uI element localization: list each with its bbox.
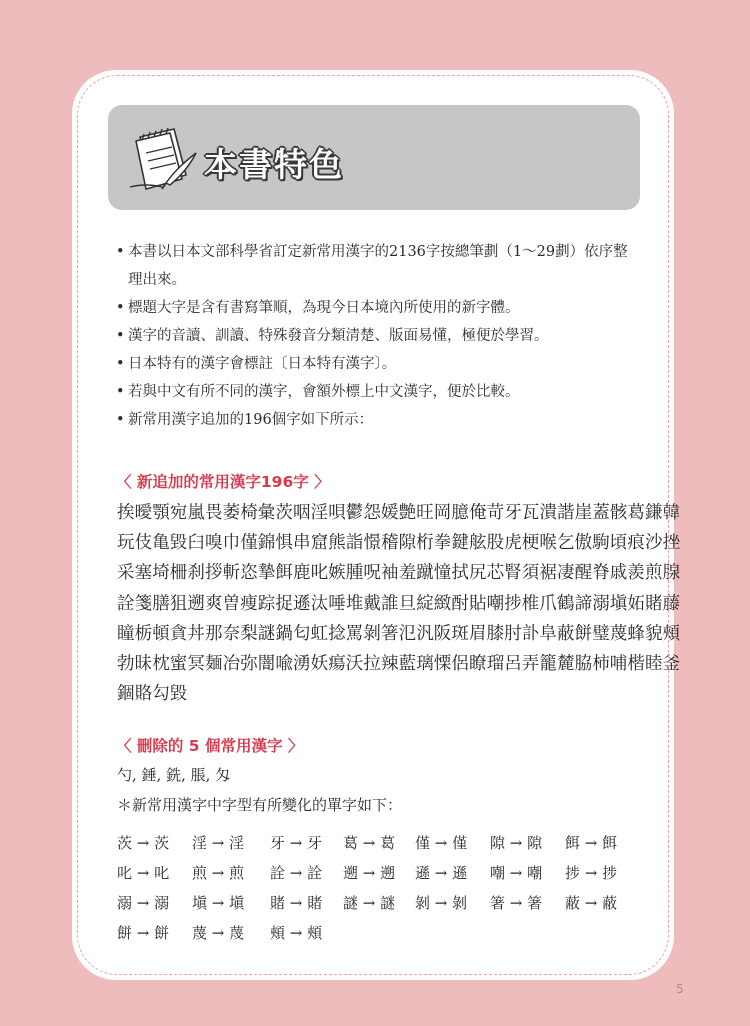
variant-pair: 茨 → 茨 <box>117 834 170 852</box>
variant-pair: 遡 → 遡 <box>343 864 396 882</box>
notepad-quill-icon <box>126 125 198 193</box>
variant-pair: 溺 → 溺 <box>117 894 170 912</box>
variant-pair: 頰 → 頰 <box>270 924 323 942</box>
variant-pair: 餅 → 餅 <box>117 924 170 942</box>
variant-pair: 嘲 → 嘲 <box>490 864 543 882</box>
variant-pair: 煎 → 煎 <box>192 864 245 882</box>
list-item: • 日本特有的漢字會標註〔日本特有漢字〕。 <box>116 356 397 372</box>
variant-pair: 謎 → 謎 <box>343 894 396 912</box>
bullet-text: 日本特有的漢字會標註〔日本特有漢字〕。 <box>128 356 397 372</box>
kanji-line: 詮箋膳狙遡爽曽痩踪捉遜汰唾堆戴誰旦綻緻酎貼嘲捗椎爪鶴諦溺塡妬賭藤 <box>117 593 681 614</box>
page-number: 5 <box>676 982 684 996</box>
kanji-line: 采塞埼柵刹拶斬恣摯餌鹿叱嫉腫呪袖羞蹴憧拭尻芯腎須裾凄醒脊戚羨煎腺 <box>117 563 681 584</box>
variant-pair: 餌 → 餌 <box>565 834 618 852</box>
feature-list <box>116 238 646 434</box>
kanji-line: 挨曖顎宛嵐畏萎椅彙茨咽淫唄鬱怨媛艶旺岡臆俺苛牙瓦潰諧崖蓋骸葛鎌韓 <box>117 503 681 523</box>
bullet-text: 標題大字是含有書寫筆順，為現今日本境內所使用的新字體。 <box>128 300 520 316</box>
title-banner <box>108 105 640 210</box>
added-kanji-block <box>117 498 681 709</box>
kanji-line: 瞳栃頓貪丼那奈梨謎鍋匂虹捻罵剝箸氾汎阪斑眉膝肘訃阜蔽餅璧蔑蜂貌頰 <box>117 623 681 644</box>
removed-kanji-list: 勺, 錘, 銑, 脹, 匁 <box>117 766 231 784</box>
variant-pair: 詮 → 詮 <box>270 864 323 882</box>
list-item: • 標題大字是含有書寫筆順，為現今日本境內所使用的新字體。 <box>116 300 520 316</box>
variant-pair: 叱 → 叱 <box>117 864 170 882</box>
bullet-text: 漢字的音讀、訓讀、特殊發音分類清楚、版面易懂，極便於學習。 <box>128 328 549 344</box>
list-item: • 新常用漢字追加的196個字如下所示： <box>116 412 374 428</box>
kanji-line: 玩伎亀毀臼嗅巾僅錦惧串窟熊詣憬稽隙桁拳鍵舷股虎梗喉乞傲駒頃痕沙挫 <box>117 533 681 554</box>
variant-pair: 淫 → 淫 <box>192 834 245 852</box>
kanji-line: 勃昧枕蜜冥麺冶弥闇喩湧妖瘍沃拉辣藍璃慄侶瞭瑠呂弄籠麓脇柿哺楷睦釜 <box>117 654 681 675</box>
variant-note: ＊新常用漢字中字型有所變化的單字如下： <box>117 796 403 814</box>
page-title: 本書特色 <box>204 145 344 184</box>
bullet-line: 理出來。 <box>128 272 186 288</box>
content-card <box>74 72 681 978</box>
bullet-line: 本書以日本文部科學省訂定新常用漢字的2136字按總筆劃（1〜29劃）依序整 <box>128 244 628 260</box>
variant-pair: 僅 → 僅 <box>415 834 468 852</box>
variant-pair: 蔑 → 蔑 <box>192 924 245 942</box>
variant-pair: 捗 → 捗 <box>565 864 618 882</box>
variant-pair: 遜 → 遜 <box>415 864 468 882</box>
list-item: • 若與中文有所不同的漢字，會額外標上中文漢字，便於比較。 <box>116 384 520 400</box>
bullet-text: 若與中文有所不同的漢字，會額外標上中文漢字，便於比較。 <box>128 384 520 400</box>
variant-pair: 牙 → 牙 <box>270 834 323 852</box>
list-item: • 本書以日本文部科學省訂定新常用漢字的2136字按總筆劃（1〜29劃）依序整 理出來。 <box>116 244 628 288</box>
section-heading-removed: 〈 刪除的 5 個常用漢字 〉 <box>116 737 304 755</box>
bullet-text: 新常用漢字追加的196個字如下所示： <box>128 412 374 428</box>
list-item: • 漢字的音讀、訓讀、特殊發音分類清楚、版面易懂，極便於學習。 <box>116 328 549 344</box>
variant-pair: 葛 → 葛 <box>343 834 396 852</box>
variant-pair: 剝 → 剝 <box>415 894 468 912</box>
variant-pair: 箸 → 箸 <box>490 894 543 912</box>
kanji-line: 錮賂勾毀 <box>117 684 188 705</box>
variant-pair: 蔽 → 蔽 <box>565 894 618 912</box>
section-heading-added: 〈 新追加的常用漢字196字 〉 <box>116 473 330 491</box>
variant-pair: 賭 → 賭 <box>270 894 323 912</box>
variant-pair: 隙 → 隙 <box>490 834 543 852</box>
variant-pair: 塡 → 塡 <box>192 894 245 912</box>
